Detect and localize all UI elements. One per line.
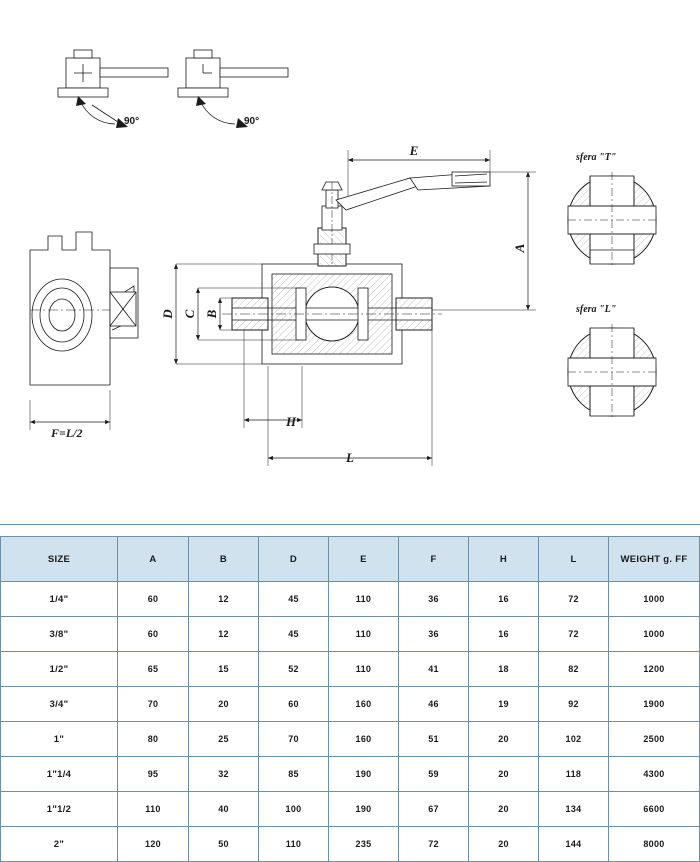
cell-value: 20 xyxy=(469,792,539,827)
cell-value: 45 xyxy=(259,582,329,617)
cell-value: 118 xyxy=(539,757,609,792)
cell-value: 82 xyxy=(539,652,609,687)
cell-value: 20 xyxy=(189,687,259,722)
cell-value: 60 xyxy=(118,582,189,617)
cell-value: 92 xyxy=(539,687,609,722)
cell-size: 3/8" xyxy=(1,617,118,652)
col-header-a: A xyxy=(118,537,189,582)
cell-value: 32 xyxy=(189,757,259,792)
cell-value: 51 xyxy=(399,722,469,757)
cell-value: 60 xyxy=(259,687,329,722)
cell-value: 1000 xyxy=(609,582,700,617)
cell-size: 3/4" xyxy=(1,687,118,722)
table-row xyxy=(1,687,700,722)
dim-label-H: H xyxy=(286,414,297,429)
dim-label-A: A xyxy=(512,243,527,253)
cell-value: 190 xyxy=(329,757,399,792)
table-row xyxy=(1,757,700,792)
dim-A xyxy=(432,172,536,310)
cell-value: 1000 xyxy=(609,617,700,652)
table-row xyxy=(1,792,700,827)
cell-size: 1/2" xyxy=(1,652,118,687)
cell-value: 12 xyxy=(189,582,259,617)
cell-value: 160 xyxy=(329,687,399,722)
dim-label-E: E xyxy=(409,143,419,158)
cell-value: 134 xyxy=(539,792,609,827)
table-row xyxy=(1,652,700,687)
cell-value: 20 xyxy=(469,722,539,757)
cell-value: 160 xyxy=(329,722,399,757)
table-row xyxy=(1,582,700,617)
col-header-f: F xyxy=(399,537,469,582)
cell-value: 16 xyxy=(469,582,539,617)
cell-value: 110 xyxy=(329,652,399,687)
table-row xyxy=(1,722,700,757)
dim-label-D: D xyxy=(160,309,175,319)
table-row xyxy=(1,617,700,652)
col-header-l: L xyxy=(539,537,609,582)
cell-value: 16 xyxy=(469,617,539,652)
dim-label-L: L xyxy=(346,450,354,465)
cell-size: 1"1/2 xyxy=(1,792,118,827)
ball-type-T-view xyxy=(568,172,656,268)
ball-type-L-view xyxy=(568,324,656,420)
handle-position-icon-2 xyxy=(178,50,288,128)
col-header-weight: WEIGHT g. FF xyxy=(609,537,700,582)
dim-label-C: C xyxy=(182,309,197,319)
cell-value: 102 xyxy=(539,722,609,757)
cell-value: 19 xyxy=(469,687,539,722)
cell-value: 70 xyxy=(118,687,189,722)
cell-value: 72 xyxy=(539,582,609,617)
cell-value: 70 xyxy=(259,722,329,757)
cell-value: 80 xyxy=(118,722,189,757)
sfera-t-label: sfera "T" xyxy=(576,152,617,163)
cell-value: 65 xyxy=(118,652,189,687)
table-header-row xyxy=(1,537,700,582)
cell-value: 110 xyxy=(329,582,399,617)
angle-label-right: 90° xyxy=(244,116,260,127)
table-top-divider xyxy=(0,524,700,525)
cell-value: 100 xyxy=(259,792,329,827)
cell-size: 1/4" xyxy=(1,582,118,617)
cell-size: 1"1/4 xyxy=(1,757,118,792)
cell-value: 36 xyxy=(399,582,469,617)
cell-value: 72 xyxy=(399,827,469,862)
spec-table xyxy=(0,536,700,862)
cell-value: 15 xyxy=(189,652,259,687)
cell-value: 2500 xyxy=(609,722,700,757)
cell-value: 95 xyxy=(118,757,189,792)
cell-value: 120 xyxy=(118,827,189,862)
cell-value: 25 xyxy=(189,722,259,757)
col-header-e: E xyxy=(329,537,399,582)
cell-value: 144 xyxy=(539,827,609,862)
col-header-d: D xyxy=(259,537,329,582)
col-header-size: SIZE xyxy=(1,537,118,582)
cell-value: 36 xyxy=(399,617,469,652)
cell-value: 50 xyxy=(189,827,259,862)
cell-value: 45 xyxy=(259,617,329,652)
cell-value: 6600 xyxy=(609,792,700,827)
cell-value: 46 xyxy=(399,687,469,722)
cell-value: 110 xyxy=(329,617,399,652)
cell-value: 72 xyxy=(539,617,609,652)
col-header-h: H xyxy=(469,537,539,582)
cell-value: 110 xyxy=(118,792,189,827)
cell-value: 20 xyxy=(469,757,539,792)
dim-label-B: B xyxy=(204,309,219,319)
sfera-l-label: sfera "L" xyxy=(576,304,617,315)
cell-value: 110 xyxy=(259,827,329,862)
cell-value: 8000 xyxy=(609,827,700,862)
side-view xyxy=(30,232,138,430)
cell-size: 1" xyxy=(1,722,118,757)
col-header-b: B xyxy=(189,537,259,582)
cell-value: 4300 xyxy=(609,757,700,792)
cell-value: 52 xyxy=(259,652,329,687)
cell-value: 235 xyxy=(329,827,399,862)
cell-value: 1200 xyxy=(609,652,700,687)
angle-label-left: 90° xyxy=(124,116,140,127)
cell-value: 60 xyxy=(118,617,189,652)
cell-value: 85 xyxy=(259,757,329,792)
cell-value: 1900 xyxy=(609,687,700,722)
cell-value: 190 xyxy=(329,792,399,827)
cell-value: 12 xyxy=(189,617,259,652)
cell-size: 2" xyxy=(1,827,118,862)
cell-value: 41 xyxy=(399,652,469,687)
dim-label-F: F=L/2 xyxy=(51,426,83,440)
table-row xyxy=(1,827,700,862)
main-section-view xyxy=(222,172,490,364)
cell-value: 59 xyxy=(399,757,469,792)
spec-table-container xyxy=(0,536,700,862)
handle-position-icon-1 xyxy=(58,50,168,128)
cell-value: 40 xyxy=(189,792,259,827)
cell-value: 67 xyxy=(399,792,469,827)
table-body xyxy=(1,582,700,862)
cell-value: 18 xyxy=(469,652,539,687)
cell-value: 20 xyxy=(469,827,539,862)
